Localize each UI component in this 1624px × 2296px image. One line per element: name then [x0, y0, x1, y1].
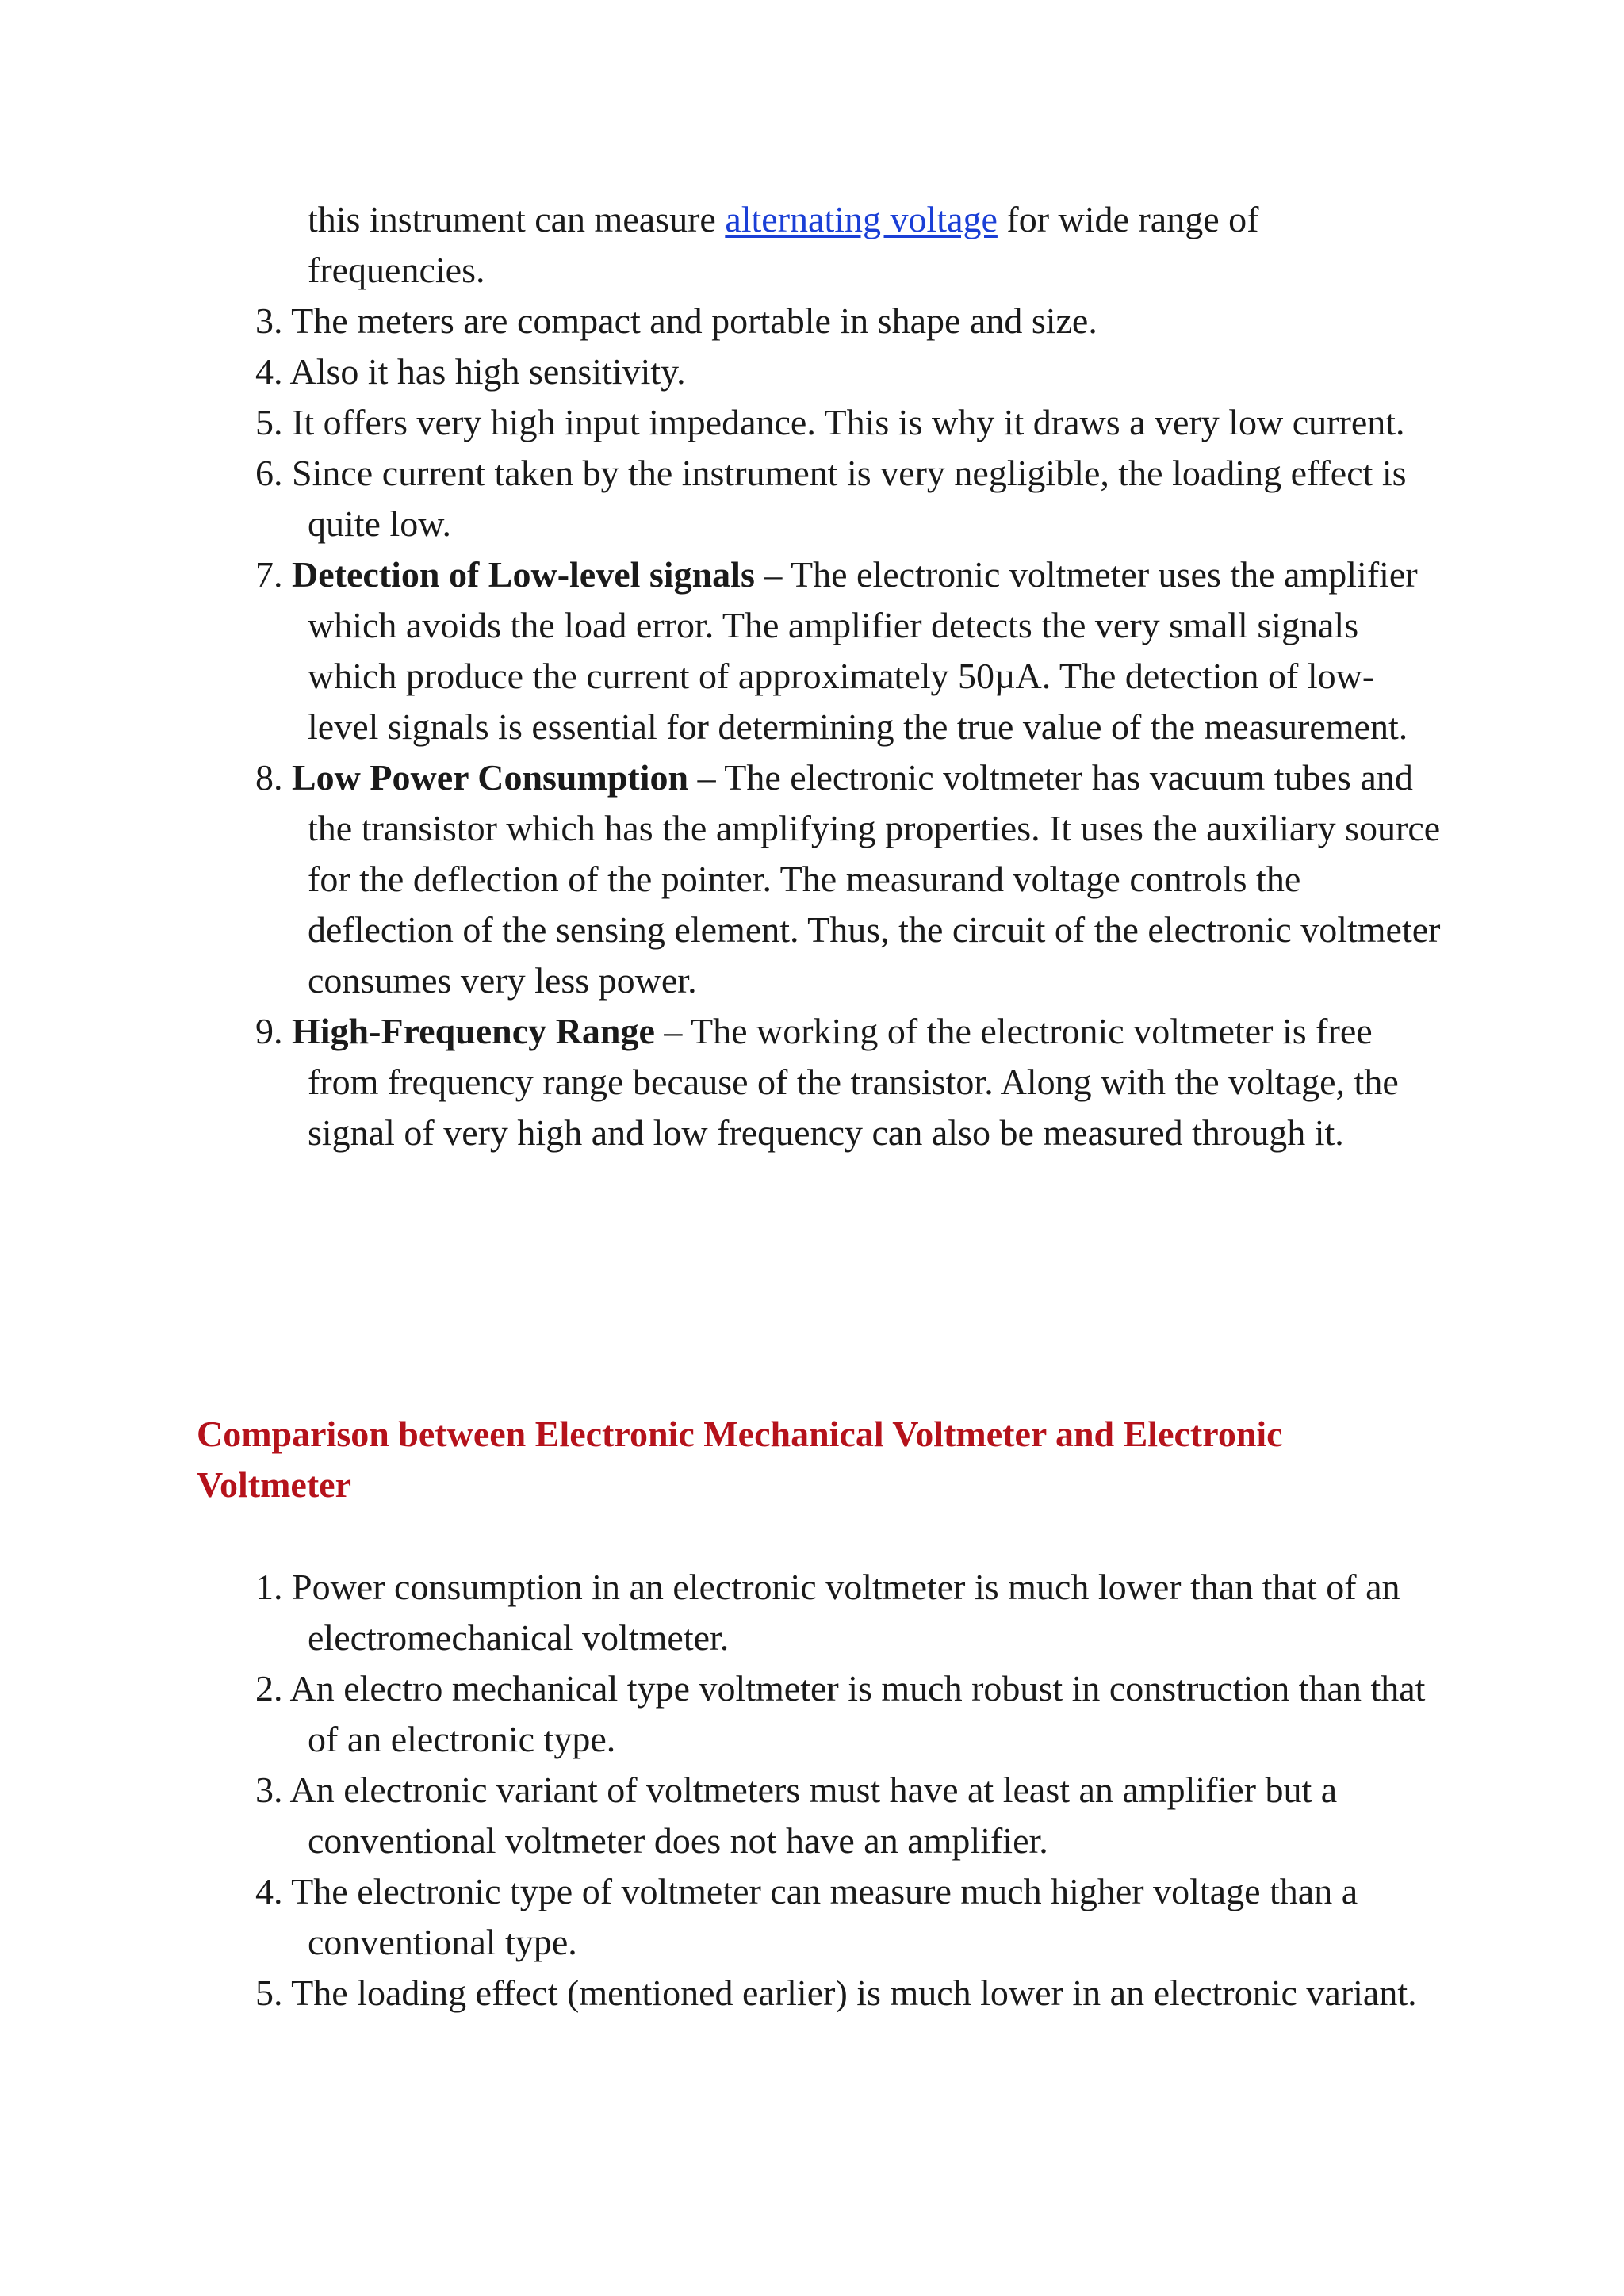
- item-term: Detection of Low-level signals: [292, 554, 755, 595]
- item-number: 8.: [255, 757, 292, 798]
- list-item: [255, 1968, 1445, 2019]
- item-number: 1.: [255, 1567, 292, 1607]
- item-text: Power consumption in an electronic voltmeter is much lower than that of an electromechanical voltmeter.: [292, 1567, 1400, 1658]
- item-text: The meters are compact and portable in shape and size.: [291, 300, 1097, 341]
- alternating-voltage-link[interactable]: alternating voltage: [725, 199, 998, 239]
- item-number: 7.: [255, 554, 292, 595]
- item-number: 3.: [255, 1770, 290, 1810]
- item-text: The loading effect (mentioned earlier) is much lower in an electronic variant.: [291, 1973, 1417, 2013]
- list-item: [255, 397, 1445, 448]
- item-text: An electronic variant of voltmeters must have at least an amplifier but a conventional voltmeter does not have an amplifier.: [289, 1770, 1338, 1861]
- advantages-list: [255, 194, 1445, 1158]
- item-number: 4.: [255, 351, 290, 392]
- item-text: Since current taken by the instrument is very negligible, the loading effect is quite low.: [292, 453, 1407, 544]
- item-number: 6.: [255, 453, 292, 493]
- section-heading: Comparison between Electronic Mechanical Voltmeter and Electronic Voltmeter: [197, 1414, 1283, 1505]
- list-item: [255, 1866, 1445, 1968]
- item-number: 4.: [255, 1871, 292, 1911]
- comparison-list: [255, 1562, 1445, 2019]
- list-item: [255, 346, 1445, 397]
- item-text: The electronic type of voltmeter can measure much higher voltage than a conventional type.: [291, 1871, 1358, 1962]
- list-item: [255, 296, 1445, 346]
- list-item: [255, 194, 1445, 296]
- item-text: – The electronic voltmeter has vacuum tubes and the transistor which has the amplifying properties. It uses the auxiliary source for the deflection of the pointer. The measurand voltage controls the deflection of the sensing element. Thus, the circuit of the electronic voltmeter consumes very less power.: [308, 757, 1441, 1001]
- list-item: [255, 1562, 1445, 1663]
- item-text: An electro mechanical type voltmeter is much robust in construction than that of an electronic type.: [289, 1668, 1426, 1759]
- list-item: [255, 752, 1445, 1006]
- item-text: this instrument can measure: [308, 199, 726, 239]
- item-number: 5.: [255, 1973, 292, 2013]
- list-item: [255, 1663, 1445, 1765]
- item-text: – The working of the electronic voltmeter is free from frequency range because of the transistor. Along with the voltage, the signal of very high and low frequency can also be measured through it.: [308, 1011, 1399, 1153]
- item-text: – The electronic voltmeter uses the amplifier which avoids the load error. The amplifier detects the very small signals which produce the current of approximately 50µA. The detection of low-level signals is essential for determining the true value of the measurement.: [308, 554, 1418, 747]
- list-item: [255, 1765, 1445, 1866]
- item-term: High-Frequency Range: [292, 1011, 655, 1051]
- item-text: for wide range of frequencies.: [308, 199, 1259, 290]
- item-text: Also it has high sensitivity.: [289, 351, 686, 392]
- item-term: Low Power Consumption: [292, 757, 689, 798]
- list-item: [255, 549, 1445, 752]
- item-text: It offers very high input impedance. This is why it draws a very low current.: [292, 402, 1405, 442]
- item-number: 3.: [255, 300, 292, 341]
- item-number: 2.: [255, 1668, 290, 1709]
- item-number: 5.: [255, 402, 292, 442]
- item-number: 9.: [255, 1011, 292, 1051]
- list-item: [255, 1006, 1445, 1158]
- list-item: [255, 448, 1445, 549]
